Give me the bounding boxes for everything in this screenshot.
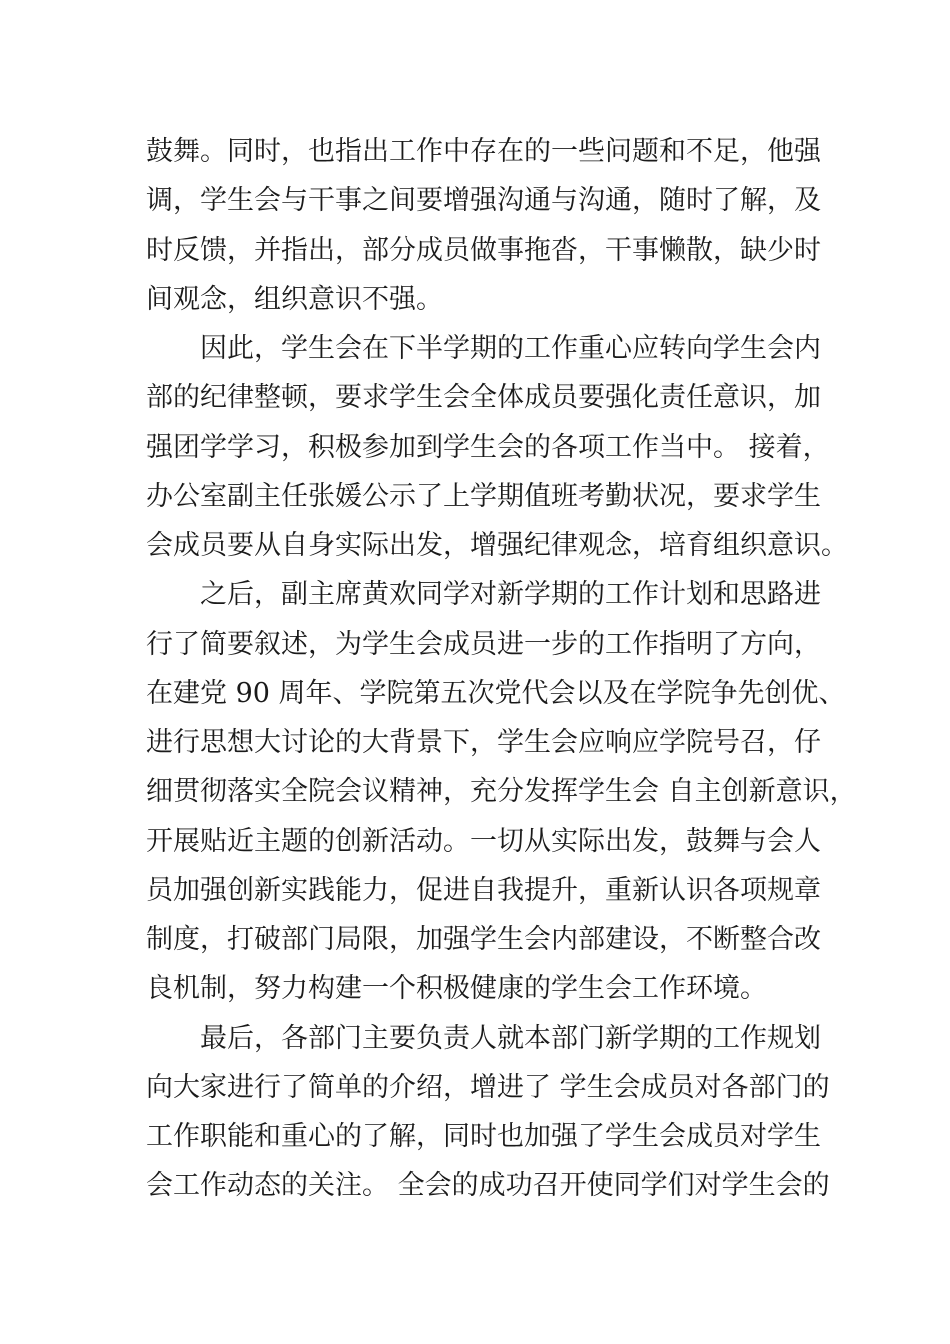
text-line: 进行思想大讨论的大背景下，学生会应响应学院号召，仔 bbox=[146, 727, 821, 758]
text-line: 良机制，努力构建一个积极健康的学生会工作环境。 bbox=[146, 973, 767, 1005]
text-line: 开展贴近主题的创新活动。一切从实际出发，鼓舞与会人 bbox=[146, 825, 821, 857]
text-line: 向大家进行了简单的介绍，增进了 学生会成员对各部门的 bbox=[146, 1071, 830, 1103]
text-line: 部的纪律整顿，要求学生会全体成员要强化责任意识，加 bbox=[146, 382, 821, 414]
text-line: 细贯彻落实全院会议精神，充分发挥学生会 自主创新意识， bbox=[146, 776, 857, 808]
text-line: 间观念，组织意识不强。 bbox=[146, 283, 443, 315]
text-line: 因此，学生会在下半学期的工作重心应转向学生会内 bbox=[146, 333, 821, 364]
text-line: 调，学生会与干事之间要增强沟通与沟通，随时了解，及 bbox=[146, 185, 821, 217]
text-line: 时反馈，并指出，部分成员做事拖沓，干事懒散，缺少时 bbox=[146, 234, 821, 266]
text-line: 强团学学习，积极参加到学生会的各项工作当中。 接着， bbox=[146, 431, 830, 463]
body-text bbox=[146, 127, 857, 1211]
text-line: 鼓舞。同时，也指出工作中存在的一些问题和不足，他强 bbox=[146, 136, 821, 167]
text-line: 办公室副主任张媛公示了上学期值班考勤状况，要求学生 bbox=[146, 480, 821, 512]
text-line: 最后，各部门主要负责人就本部门新学期的工作规划 bbox=[146, 1022, 821, 1054]
text-line: 会工作动态的关注。 全会的成功召开使同学们对学生会的 bbox=[146, 1170, 830, 1202]
text-line: 制度，打破部门局限，加强学生会内部建设，不断整合改 bbox=[146, 924, 821, 955]
text-line: 会成员要从自身实际出发，增强纪律观念，培育组织意识。 bbox=[146, 530, 848, 561]
text-line: 行了简要叙述，为学生会成员进一步的工作指明了方向， bbox=[146, 628, 821, 660]
text-line: 员加强创新实践能力，促进自我提升，重新认识各项规章 bbox=[146, 874, 821, 906]
text-line: 之后，副主席黄欢同学对新学期的工作计划和思路进 bbox=[146, 579, 821, 611]
text-line: 工作职能和重心的了解，同时也加强了学生会成员对学生 bbox=[146, 1121, 821, 1152]
text-line: 在建党 90 周年、学院第五次党代会以及在学院争先创优、 bbox=[146, 677, 846, 709]
